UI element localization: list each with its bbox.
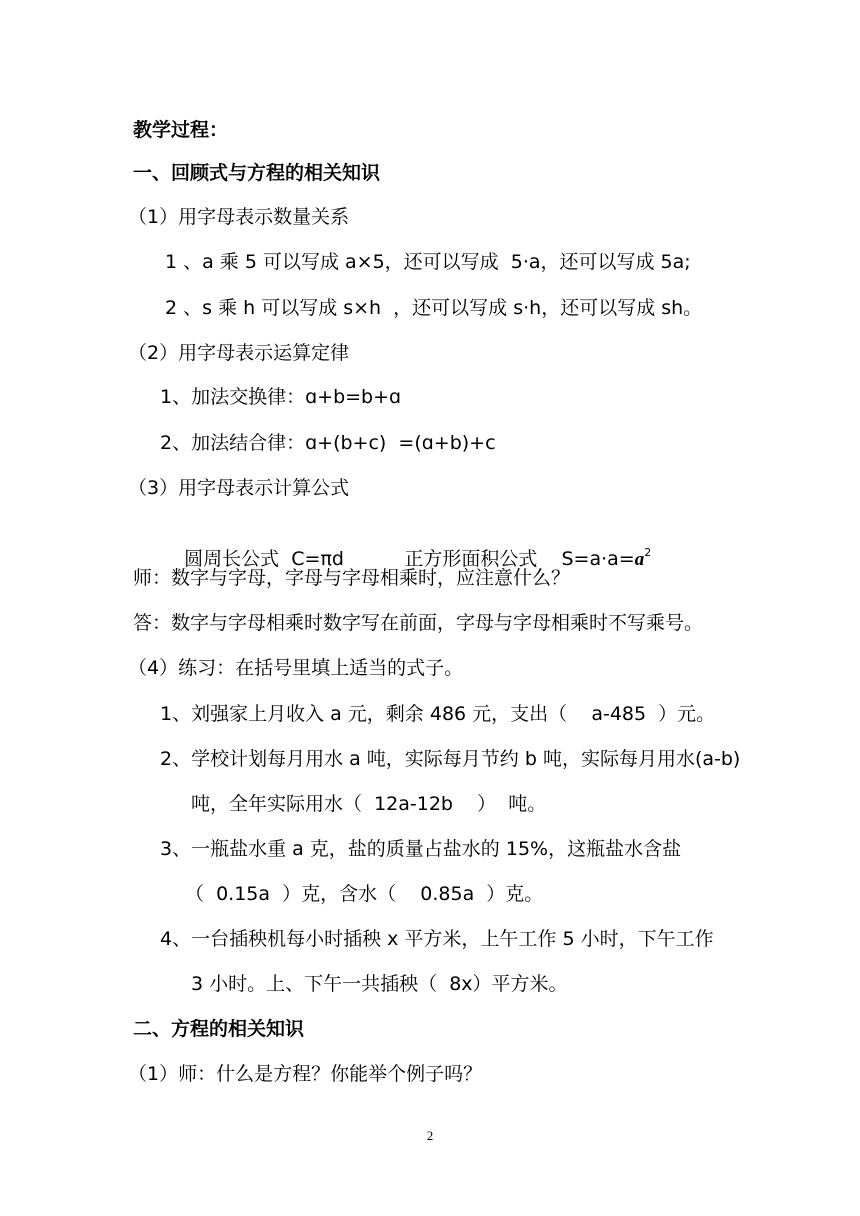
formula-text: 圆周长公式 C=πd 正方形面积公式 S=a·a= bbox=[184, 548, 635, 570]
formula-power-exponent: 2 bbox=[644, 546, 652, 559]
exercise-line: 1、刘强家上月收入 a 元，剩余 486 元，支出（ a-485 ）元。 bbox=[160, 703, 716, 725]
exercise-line: 2、学校计划每月用水 a 吨，实际每月节约 b 吨，实际每月用水(a-b) bbox=[160, 748, 741, 770]
section-heading-1: 一、回顾式与方程的相关知识 bbox=[133, 162, 381, 184]
exercise-line: 吨，全年实际用水（ 12a-12b ） 吨。 bbox=[191, 793, 547, 815]
exercise-line: 3 小时。上、下午一共插秧（ 8x）平方米。 bbox=[191, 973, 568, 995]
page-number: 2 bbox=[426, 1128, 434, 1143]
item-line: 1 、a 乘 5 可以写成 a×5，还可以写成 5·a，还可以写成 5a; bbox=[165, 251, 691, 273]
exercise-line: （ 0.15a ）克，含水（ 0.85a ）克。 bbox=[185, 883, 544, 905]
exercise-line: 4、一台插秧机每小时插秧 x 平方米，上午工作 5 小时，下午工作 bbox=[160, 928, 714, 950]
item-line: 2 、s 乘 h 可以写成 s×h ，还可以写成 s·h，还可以写成 sh。 bbox=[165, 297, 703, 319]
formula-power-base: a bbox=[634, 549, 645, 570]
subsection-4: （4）练习：在括号里填上适当的式子。 bbox=[128, 657, 464, 679]
heading-teaching-process: 教学过程： bbox=[133, 119, 229, 141]
section-heading-2: 二、方程的相关知识 bbox=[133, 1018, 305, 1040]
answer-line: 答：数字与字母相乘时数字写在前面，字母与字母相乘时不写乘号。 bbox=[133, 612, 704, 634]
subsection-2: （2）用字母表示运算定律 bbox=[128, 342, 350, 364]
subsection-1: （1）用字母表示数量关系 bbox=[128, 206, 350, 228]
item-line: 2、加法结合律：ɑ+(b+c) =(ɑ+b)+c bbox=[160, 432, 496, 454]
item-line: 1、加法交换律：ɑ+b=b+ɑ bbox=[160, 386, 402, 408]
teacher-question-2: （1）师：什么是方程？你能举个例子吗？ bbox=[128, 1063, 483, 1085]
subsection-3: （3）用字母表示计算公式 bbox=[128, 477, 350, 499]
teacher-question: 师：数字与字母，字母与字母相乘时，应注意什么？ bbox=[133, 567, 571, 589]
exercise-line: 3、一瓶盐水重 a 克，盐的质量占盐水的 15%，这瓶盐水含盐 bbox=[160, 838, 682, 860]
